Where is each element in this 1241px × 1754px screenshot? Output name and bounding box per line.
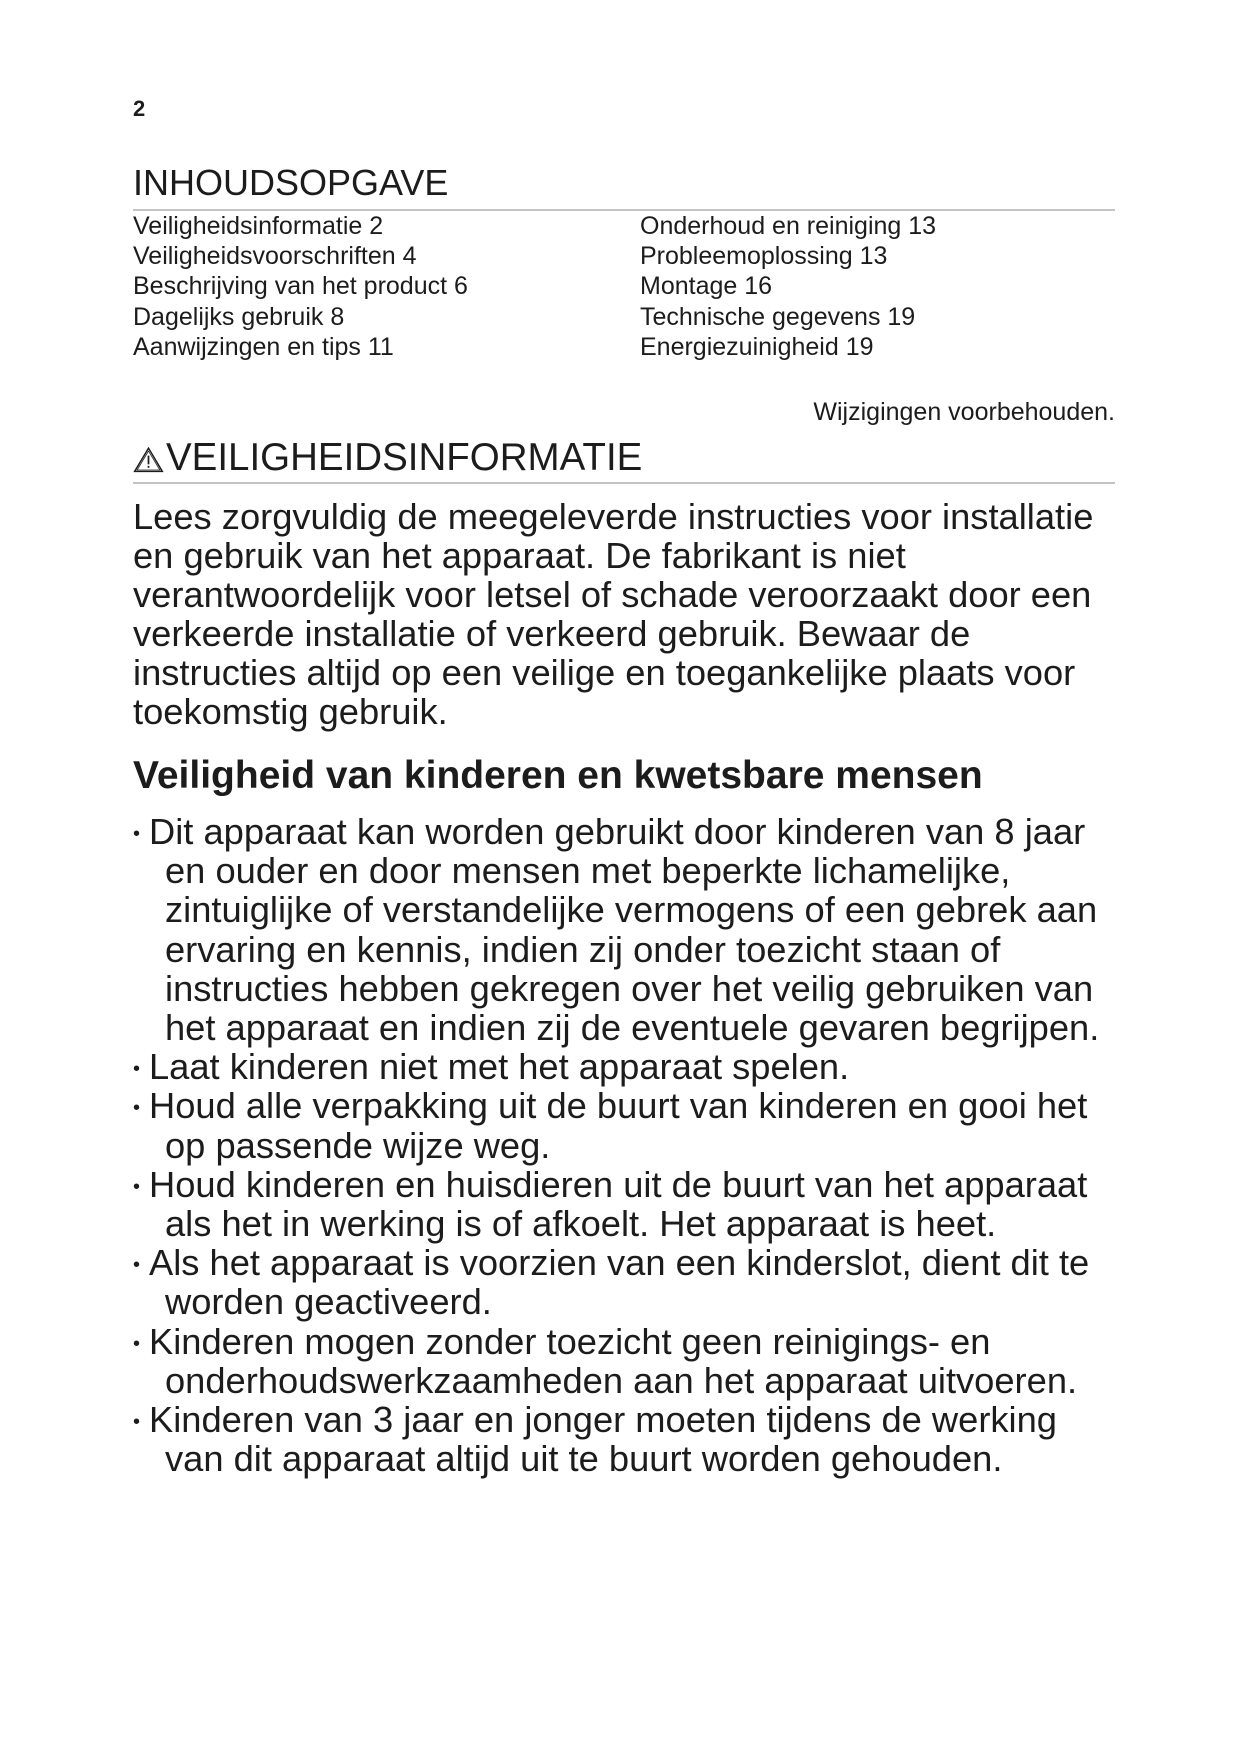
list-item-line: ervaring en kennis, indien zij onder toezicht staan of <box>165 928 1001 970</box>
toc-entry-title: Onderhoud en reiniging <box>640 212 902 240</box>
list-item-line: worden geactiveerd. <box>165 1281 492 1323</box>
list-item <box>133 1322 1099 1400</box>
bullet-marker: • <box>133 1175 141 1198</box>
toc-entry-title: Aanwijzingen en tips <box>133 332 361 361</box>
list-item <box>133 1243 1099 1321</box>
list-item-line: Dit apparaat kan worden gebruikt door kinderen van 8 jaar <box>149 811 1086 852</box>
warning-icon <box>133 446 164 473</box>
list-item-line: Kinderen van 3 jaar en jonger moeten tijdens de werking <box>149 1399 1057 1441</box>
list-item <box>133 1047 1099 1086</box>
toc-title: INHOUDSOPGAVE <box>133 162 449 203</box>
list-item-line: van dit apparaat altijd uit te buurt worden gehouden. <box>165 1438 1003 1480</box>
paragraph-line: instructies altijd op een veilige en toegankelijke plaats voor <box>133 652 1076 694</box>
list-item-line: Als het apparaat is voorzien van een kinderslot, dient dit te <box>149 1242 1090 1284</box>
list-item-line: het apparaat en indien zij de eventuele gevaren begrijpen. <box>165 1007 1100 1049</box>
children-safety-heading: Veiligheid van kinderen en kwetsbare mensen <box>133 754 983 797</box>
list-item-line: zintuiglijke of verstandelijke vermogens of een gebrek aan <box>165 889 1098 931</box>
toc-entry-page: 13 <box>859 242 888 271</box>
children-safety-list <box>133 812 1099 1478</box>
toc-entry-beschrijving[interactable] <box>133 271 468 301</box>
paragraph-line: verkeerde installatie of verkeerd gebruik. Bewaar de <box>133 613 971 655</box>
toc-entry-title: Veiligheidsvoorschriften <box>133 242 396 271</box>
safety-divider <box>133 482 1115 484</box>
list-item <box>133 1165 1099 1243</box>
bullet-marker: • <box>133 1332 141 1355</box>
list-item-line: Kinderen mogen zonder toezicht geen reinigings- en <box>149 1320 991 1362</box>
toc-entry-title: Montage <box>640 272 738 301</box>
list-item-line: Laat kinderen niet met het apparaat spelen. <box>149 1046 850 1088</box>
paragraph-line: Lees zorgvuldig de meegeleverde instructies voor installatie <box>133 496 1094 537</box>
toc-entry-page: 16 <box>744 272 773 301</box>
toc-entry-page: 8 <box>330 302 345 331</box>
paragraph-line: toekomstig gebruik. <box>133 691 448 733</box>
paragraph-line: en gebruik van het apparaat. De fabrikant is niet <box>133 535 906 577</box>
toc-entry-page: 6 <box>454 272 468 301</box>
list-item <box>133 1086 1099 1164</box>
bullet-marker: • <box>133 1254 141 1277</box>
bullet-marker: • <box>133 823 141 845</box>
toc-entry-veiligheidsinformatie[interactable] <box>133 211 468 241</box>
list-item-line: en ouder en door mensen met beperkte lichamelijke, <box>165 850 1011 892</box>
toc-entry-veiligheidsvoorschriften[interactable] <box>133 241 468 271</box>
paragraph-line: verantwoordelijk voor letsel of schade veroorzaakt door een <box>133 574 1092 616</box>
toc-entry-page: 19 <box>845 332 874 361</box>
toc-entry-title: Beschrijving van het product <box>133 272 448 301</box>
toc-entry-page: 13 <box>908 212 937 240</box>
toc-entry-title: Technische gegevens <box>640 302 881 331</box>
toc-entry-energiezuinigheid[interactable] <box>640 332 936 362</box>
list-item-line: Houd kinderen en huisdieren uit de buurt van het apparaat <box>149 1163 1088 1205</box>
toc-entry-title: Probleemoplossing <box>640 242 853 271</box>
list-item-line: instructies hebben gekregen over het veilig gebruiken van <box>165 967 1094 1009</box>
list-item-line: onderhoudswerkzaamheden aan het apparaat uitvoeren. <box>165 1359 1078 1401</box>
toc-entry-page: 4 <box>402 242 417 271</box>
toc-column-left <box>133 211 468 362</box>
list-item-line: Houd alle verpakking uit de buurt van kinderen en gooi het <box>149 1085 1088 1127</box>
page-number: 2 <box>133 96 146 121</box>
list-item-line: op passende wijze weg. <box>165 1124 551 1166</box>
toc-entry-page: 2 <box>369 212 384 240</box>
toc-entry-technische-gegevens[interactable] <box>640 302 936 332</box>
toc-entry-title: Veiligheidsinformatie <box>133 212 363 240</box>
changes-notice: Wijzigingen voorbehouden. <box>813 398 1115 426</box>
section-title-safety: VEILIGHEIDSINFORMATIE <box>166 436 643 479</box>
list-item-line: als het in werking is of afkoelt. Het apparaat is heet. <box>165 1203 997 1245</box>
bullet-marker: • <box>133 1058 141 1081</box>
toc-entry-page: 19 <box>887 302 916 331</box>
safety-intro-paragraph <box>133 497 1093 732</box>
toc-entry-probleemoplossing[interactable] <box>640 241 936 271</box>
toc-entry-onderhoud[interactable] <box>640 211 936 241</box>
toc-entry-page: 11 <box>367 332 394 361</box>
toc-entry-montage[interactable] <box>640 271 936 301</box>
bullet-marker: • <box>133 1411 141 1434</box>
toc-entry-aanwijzingen[interactable] <box>133 332 468 362</box>
toc-entry-title: Dagelijks gebruik <box>133 302 324 331</box>
list-item <box>133 812 1099 1047</box>
toc-entry-dagelijks-gebruik[interactable] <box>133 302 468 332</box>
bullet-marker: • <box>133 1097 141 1120</box>
toc-entry-title: Energiezuinigheid <box>640 332 839 361</box>
toc-column-right <box>640 211 936 362</box>
list-item <box>133 1400 1099 1478</box>
